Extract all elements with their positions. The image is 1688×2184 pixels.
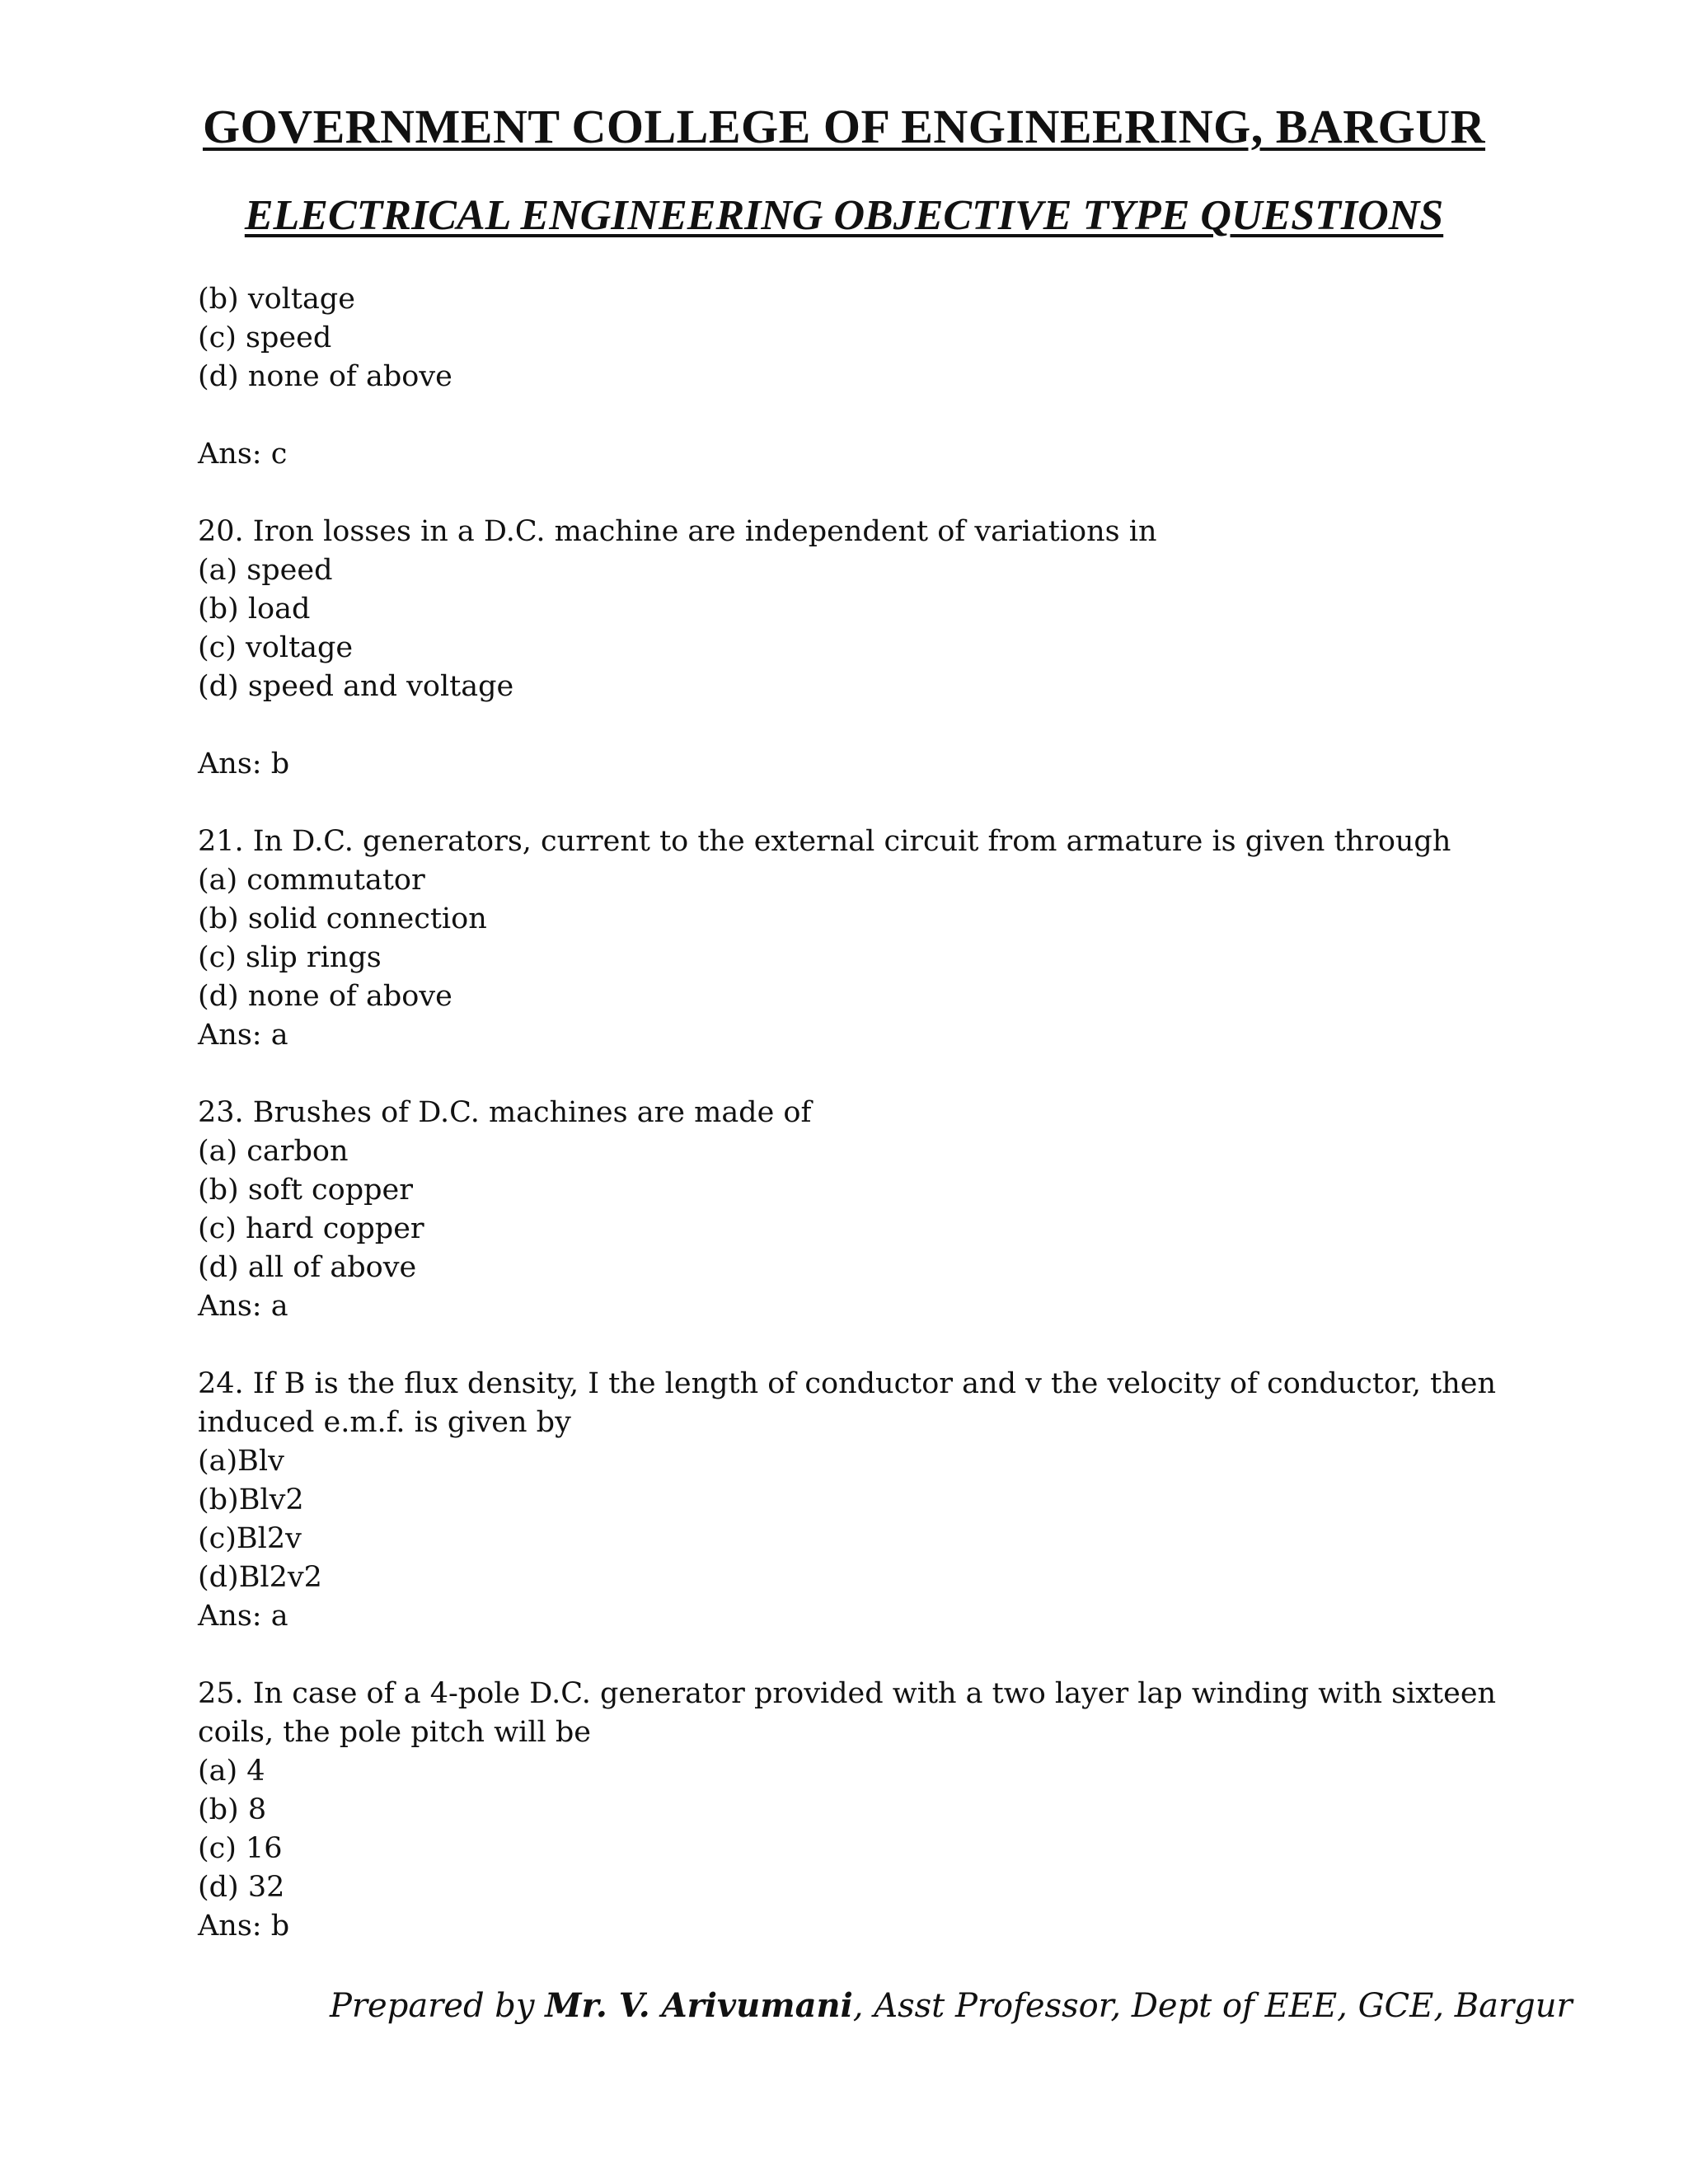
question-text: 24. If B is the flux density, I the length of conductor and v the velocity of conductor, then induced e.m.f. is given by	[198, 1367, 1506, 1439]
footer-prefix: Prepared by	[330, 1987, 546, 2025]
option-line: (a) carbon	[198, 1135, 349, 1168]
option-line: (d) 32	[198, 1871, 285, 1904]
author-name: Mr. V. Arivumani	[545, 1986, 853, 2025]
option-line: (c)Bl2v	[198, 1522, 302, 1555]
answer-block	[198, 435, 1533, 474]
question-text: 21. In D.C. generators, current to the external circuit from armature is given through	[198, 825, 1451, 858]
option-line: (d)Bl2v2	[198, 1561, 322, 1594]
question-item	[198, 513, 1533, 706]
answer-line: Ans: a	[198, 1600, 288, 1633]
option-line: (b) load	[198, 593, 311, 626]
option-line: (a) commutator	[198, 864, 425, 897]
question-text: 23. Brushes of D.C. machines are made of	[198, 1096, 812, 1129]
page-footer	[0, 1986, 1688, 2025]
option-line: (b) solid connection	[198, 902, 487, 935]
option-line: (c) speed	[198, 321, 332, 354]
option-line: (c) voltage	[198, 631, 354, 664]
option-line: (d) none of above	[198, 980, 452, 1013]
answer-line: Ans: a	[198, 1290, 288, 1323]
answer-line: Ans: c	[198, 438, 288, 471]
question-item	[198, 1094, 1533, 1326]
question-text: 20. Iron losses in a D.C. machine are independent of variations in	[198, 515, 1157, 548]
option-line: (d) none of above	[198, 360, 452, 393]
option-line: (a) 4	[198, 1755, 265, 1788]
option-line: (a)Blv	[198, 1445, 284, 1478]
option-line: (b) soft copper	[198, 1174, 413, 1207]
question-item	[198, 1365, 1533, 1636]
answer-line: Ans: b	[198, 748, 290, 780]
option-line: (b) 8	[198, 1793, 267, 1826]
subject-title: ELECTRICAL ENGINEERING OBJECTIVE TYPE QUESTIONS	[244, 192, 1444, 239]
footer-suffix: , Asst Professor, Dept of EEE, GCE, Bargur	[852, 1987, 1573, 2025]
question-text: 25. In case of a 4-pole D.C. generator provided with a two layer lap winding with sixteen coils, the pole pitch will be	[198, 1677, 1506, 1749]
option-line: (c) 16	[198, 1832, 283, 1865]
answer-line: Ans: a	[198, 1019, 288, 1052]
option-line: (b)Blv2	[198, 1483, 304, 1516]
option-line: (c) slip rings	[198, 941, 382, 974]
question-item	[198, 1675, 1533, 1946]
option-line: (d) all of above	[198, 1251, 417, 1284]
answer-block	[198, 745, 1533, 784]
option-line: (b) voltage	[198, 283, 355, 316]
question-item	[198, 823, 1533, 1055]
option-line: (a) speed	[198, 554, 333, 587]
college-title: GOVERNMENT COLLEGE OF ENGINEERING, BARGUR	[202, 100, 1486, 153]
question-list	[198, 280, 1533, 1985]
option-line: (d) speed and voltage	[198, 670, 514, 703]
question-continuation	[198, 280, 1533, 396]
option-line: (c) hard copper	[198, 1212, 424, 1245]
answer-line: Ans: b	[198, 1910, 290, 1943]
